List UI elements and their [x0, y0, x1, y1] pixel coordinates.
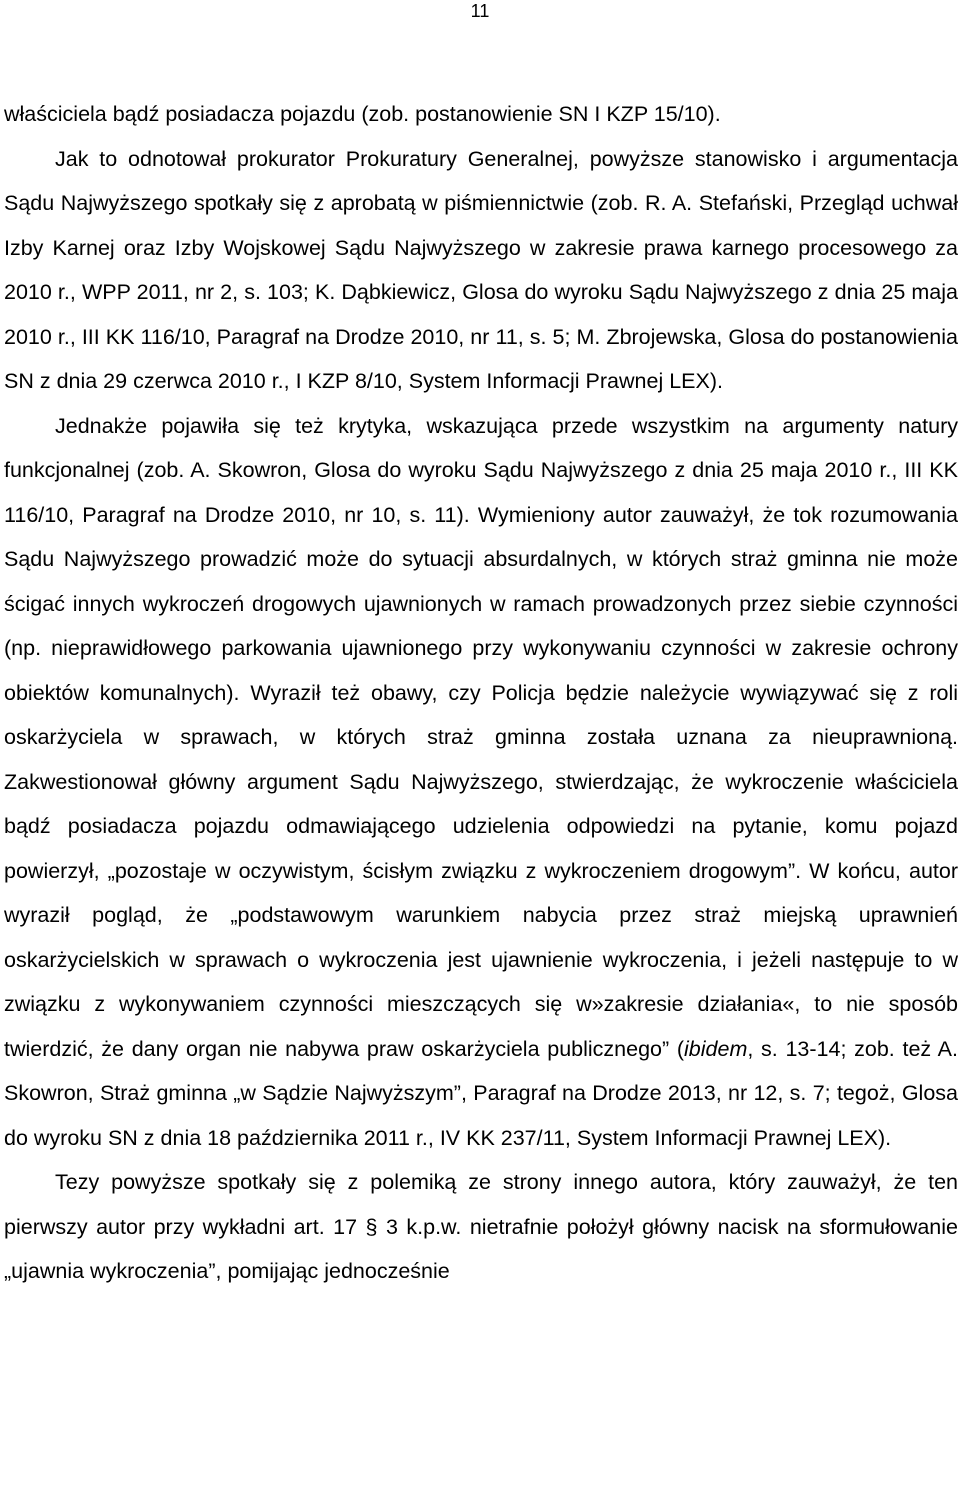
page-number: 11: [470, 1, 490, 21]
italic-text-run: ibidem: [684, 1036, 748, 1061]
text-run: Jednakże pojawiła się też krytyka, wskazująca przede wszystkim na argumenty natury funkcjonalnej (zob. A. Skowron, Glosa do wyroku Sądu Najwyższego z dnia 25 maja 2010 r., III KK 116/10, Paragraf na Drodze 2010, nr 10, s. 11). Wymieniony autor zauważył, że tok rozumowania Sądu Najwyższego prowadzić może do sytuacji absurdalnych, w których straż gminna nie może ścigać innych wykroczeń drogowych ujawnionych w ramach prowadzonych przez siebie czynności (np. nieprawidłowego parkowania ujawnionego przy wykonywaniu czynności w zakresie ochrony obiektów komunalnych). Wyraził też obawy, czy Policja będzie należycie wywiązywać się z roli oskarżyciela w sprawach, w których straż gminna została uznana za nieuprawnioną. Zakwestionował główny argument Sądu Najwyższego, stwierdzając, że wykroczenie właściciela bądź posiadacza pojazdu odmawiającego udzielenia odpowiedzi na pytanie, komu pojazd powierzył, „pozostaje w oczywistym, ścisłym związku z wykroczeniem drogowym”. W końcu, autor wyraził pogląd, że „podstawowym warunkiem nabycia przez straż miejską uprawnień oskarżycielskich w sprawach o wykroczenia jest ujawnienie wykroczenia, i jeżeli następuje to w związku z wykonywaniem czynności mieszczących się w»zakresie działania«, to nie sposób twierdzić, że dany organ nie nabywa praw oskarżyciela publicznego” (: [4, 413, 958, 1061]
text-run: właściciela bądź posiadacza pojazdu (zob. postanowienie SN I KZP 15/10).: [4, 102, 721, 126]
paragraph-1: [4, 92, 958, 137]
paragraph-3: [4, 404, 958, 1161]
text-run: , s. 13-14; zob. też A. Skowron, Straż gminna „w Sądzie Najwyższym”, Paragraf na Drodze 2013, nr 12, s. 7; tegoż, Glosa do wyroku SN z dnia 18 października 2011 r., IV KK 237/11, System Informacji Prawnej LEX).: [4, 1036, 958, 1150]
text-run: Tezy powyższe spotkały się z polemiką ze strony innego autora, który zauważył, że ten pierwszy autor przy wykładni art. 17 § 3 k.p.w. nietrafnie położył główny nacisk na sformułowanie „ujawnia wykroczenia”, pomijając jednocześnie: [4, 1170, 958, 1283]
paragraph-2: [4, 137, 958, 404]
text-run: Jak to odnotował prokurator Prokuratury Generalnej, powyższe stanowisko i argumentacja Sądu Najwyższego spotkały się z aprobatą w piśmiennictwie (zob. R. A. Stefański, Przegląd uchwał Izby Karnej oraz Izby Wojskowej Sądu Najwyższego w zakresie prawa karnego procesowego za 2010 r., WPP 2011, nr 2, s. 103; K. Dąbkiewicz, Glosa do wyroku Sądu Najwyższego z dnia 25 maja 2010 r., III KK 116/10, Paragraf na Drodze 2010, nr 11, s. 5; M. Zbrojewska, Glosa do postanowienia SN z dnia 29 czerwca 2010 r., I KZP 8/10, System Informacji Prawnej LEX).: [4, 146, 958, 393]
paragraph-4: [4, 1160, 958, 1294]
document-body: [4, 92, 958, 1294]
